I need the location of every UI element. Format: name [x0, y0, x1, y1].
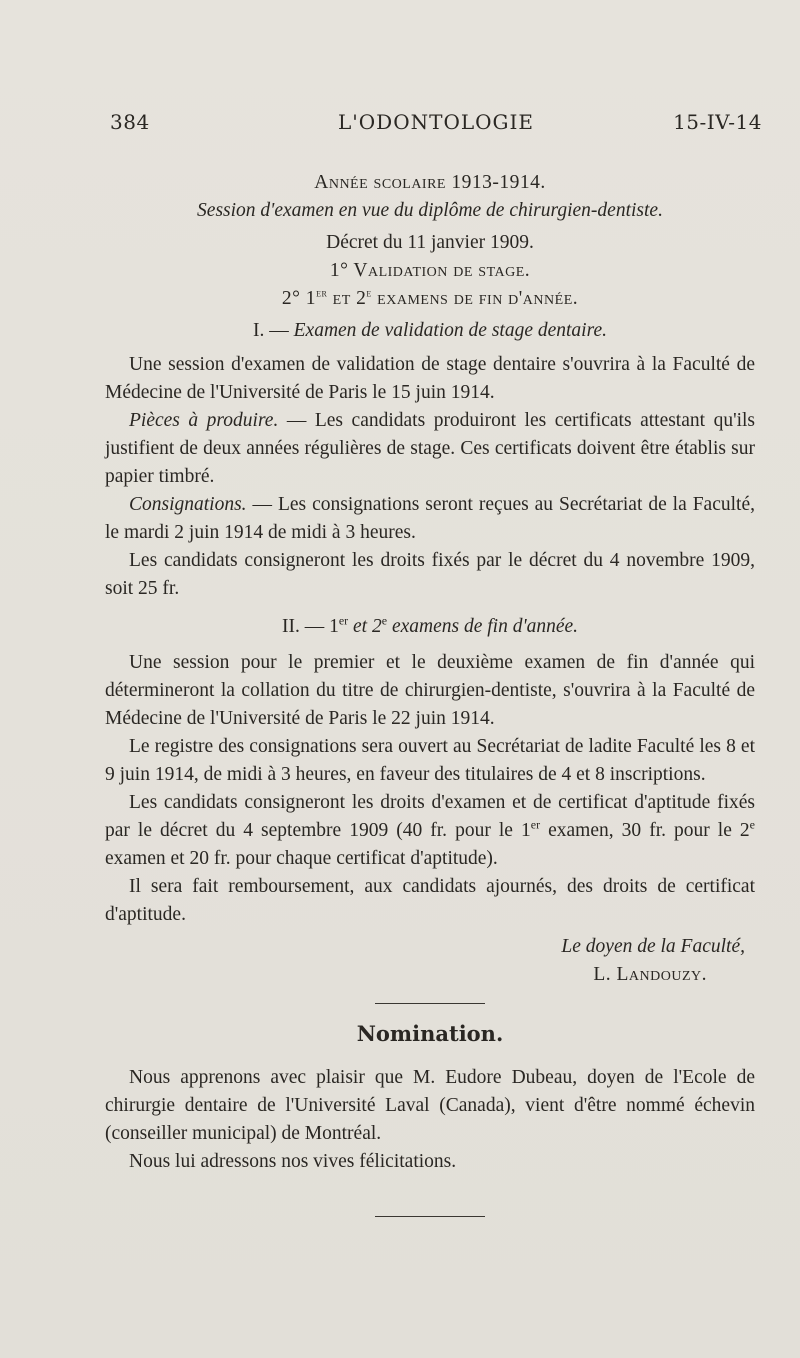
article-body [105, 165, 755, 1233]
nomination-heading: Nomination. [356, 1021, 504, 1046]
paragraph-consignations: Consignations. — Les consignations seront reçues au Secrétariat de la Faculté, le mardi 2 juin 1914 de midi à 3 heures. [105, 494, 755, 543]
item-validation: 1° Validation de stage. [329, 260, 531, 281]
paragraph-pieces: Pièces à produire. — Les candidats produiront les certificats attestant qu'ils justifient de deux années régulières de stage. Ces certificats doivent être établis sur papier timbré. [105, 410, 756, 487]
paragraph-session-fin: Une session pour le premier et le deuxième examen de fin d'année qui détermineront la collation du titre de chirurgien-dentiste, s'ouvrira à la Faculté de Médecine de l'Université de Paris le 22 juin 1914. [105, 652, 755, 729]
journal-title: L'ODONTOLOGIE [338, 110, 534, 134]
issue-date: 15-IV-14 [673, 110, 762, 134]
closing-rule [375, 1216, 485, 1217]
section-two-heading: II. — 1er et 2e examens de fin d'année. [281, 613, 579, 637]
section-one-heading: I. — Examen de validation de stage dentaire. [253, 320, 607, 341]
page-number: 384 [110, 110, 150, 134]
paragraph-session: Une session d'examen de validation de stage dentaire s'ouvrira à la Faculté de Médecine de l'Université de Paris le 15 juin 1914. [105, 354, 755, 403]
paragraph-remboursement: Il sera fait remboursement, aux candidats ajournés, des droits de certificat d'aptitude. [105, 876, 755, 925]
announcement-title: Année scolaire 1913-1914. [314, 172, 546, 193]
paragraph-nomination: Nous apprenons avec plaisir que M. Eudore Dubeau, doyen de l'Ecole de chirurgie dentaire de l'Université Laval (Canada), vient d'être nommé échevin (conseiller municipal) de Montréal. [105, 1067, 755, 1144]
paragraph-registre: Le registre des consignations sera ouvert au Secrétariat de ladite Faculté les 8 et 9 juin 1914, de midi à 3 heures, en faveur des titulaires de 4 et 8 inscriptions. [105, 736, 755, 785]
paragraph-felicitations: Nous lui adressons nos vives félicitations. [129, 1151, 457, 1172]
signature-role: Le doyen de la Faculté, [561, 936, 745, 957]
paragraph-droits: Les candidats consigneront les droits fixés par le décret du 4 novembre 1909, soit 25 fr. [105, 550, 755, 599]
paragraph-droits-examen: Les candidats consigneront les droits d'examen et de certificat d'aptitude fixés par le décret du 4 septembre 1909 (40 fr. pour le 1er examen, 30 fr. pour le 2e examen et 20 fr. pour chaque certificat d'aptitude). [105, 792, 755, 869]
divider-rule [375, 1003, 485, 1004]
item-examens: 2° 1er et 2e examens de fin d'année. [281, 285, 579, 309]
decree-line: Décret du 11 janvier 1909. [326, 232, 534, 253]
session-subtitle: Session d'examen en vue du diplôme de chirurgien-dentiste. [197, 200, 663, 221]
signature-name: L. Landouzy. [593, 964, 707, 985]
